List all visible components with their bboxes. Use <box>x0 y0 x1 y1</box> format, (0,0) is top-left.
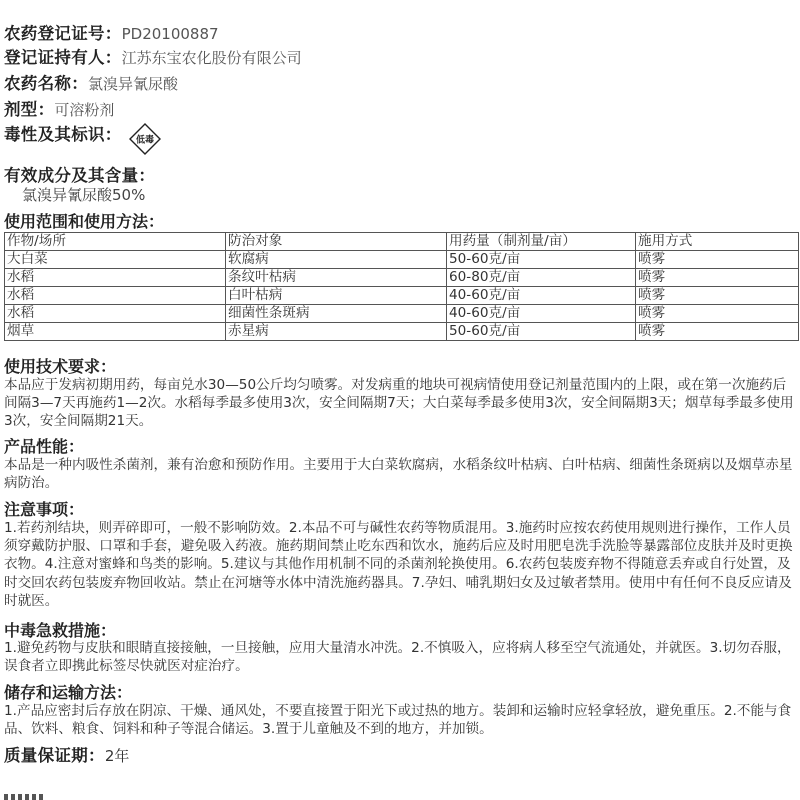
table-cell: 喷雾 <box>636 287 799 305</box>
technique-text: 本品应于发病初期用药，每亩兑水30—50公斤均匀喷雾。对发病重的地块可视病情使用登记剂量范围内的上限，或在第一次施药后间隔3—7天再施药1—2次。水稻每季最多使用3次，安全间隔期7天；大白菜每季最多使用3次，安全间隔期3天；烟草每季最多使用3次，安全间隔期21天。 <box>4 377 794 430</box>
technique-heading: 使用技术要求： <box>4 357 117 376</box>
toxicity-row <box>4 121 122 145</box>
table-cell: 喷雾 <box>636 269 799 287</box>
header-cell: 用药量（制剂量/亩） <box>447 233 636 251</box>
ingredient-row <box>4 162 155 186</box>
notes-heading: 注意事项： <box>4 500 85 519</box>
first-aid-heading: 中毒急救措施： <box>4 621 117 640</box>
reg-no-label: 农药登记证号： <box>4 24 122 43</box>
usage-heading: 使用范围和使用方法： <box>4 212 165 231</box>
table-cell: 40-60克/亩 <box>447 305 636 323</box>
table-cell: 50-60克/亩 <box>447 251 636 269</box>
table-cell: 软腐病 <box>226 251 447 269</box>
storage-text: 1.产品应密封后存放在阴凉、干燥、通风处，不要直接置于阳光下或过热的地方。装卸和运输时应轻拿轻放，避免重压。2.不能与食品、饮料、粮食、饲料和种子等混合储运。3.置于儿童触及不到的地方，并加锁。 <box>4 703 792 738</box>
table-cell: 60-80克/亩 <box>447 269 636 287</box>
table-row <box>5 323 799 341</box>
form-value: 可溶粉剂 <box>54 101 115 119</box>
table-cell: 水稻 <box>5 287 226 305</box>
performance-heading: 产品性能： <box>4 437 85 456</box>
usage-table-header <box>5 233 799 251</box>
storage-heading: 储存和运输方法： <box>4 683 133 702</box>
holder-row <box>4 44 302 68</box>
toxicity-label: 毒性及其标识： <box>4 125 122 144</box>
table-cell: 喷雾 <box>636 305 799 323</box>
table-row <box>5 305 799 323</box>
notes-text: 1.若药剂结块，则弄碎即可，一般不影响防效。2.本品不可与碱性农药等物质混用。3.施药时应按农药使用规则进行操作，工作人员须穿戴防护服、口罩和手套，避免吸入药液。施药期间禁止吃东西和饮水，施药后应及时用肥皂洗手洗脸等暴露部位皮肤并及时更换衣物。4.注意对蜜蜂和鸟类的影响。5.建议与其他作用机制不同的杀菌剂轮换使用。6.农药包装废弃物不得随意丢弃或自行处置，及时交回农药包装废弃物回收站。禁止在河塘等水体中清洗施药器具。7.孕妇、哺乳期妇女及过敏者禁用。使用中有任何不良反应请及时就医。 <box>4 520 793 609</box>
ingredient-value: 氯溴异氰尿酸50% <box>22 186 146 204</box>
low-toxicity-diamond-icon <box>129 123 161 155</box>
ingredient-label: 有效成分及其含量： <box>4 166 156 185</box>
table-cell: 喷雾 <box>636 251 799 269</box>
usage-table <box>4 232 799 341</box>
table-row <box>5 251 799 269</box>
shelf-life-value: 2年 <box>104 747 130 765</box>
toxicity-badge-text: 低毒 <box>135 135 155 146</box>
header-cell: 防治对象 <box>226 233 447 251</box>
performance-text: 本品是一种内吸性杀菌剂，兼有治愈和预防作用。主要用于大白菜软腐病，水稻条纹叶枯病、白叶枯病、细菌性条斑病以及烟草赤星病防治。 <box>4 457 793 492</box>
header-cell: 施用方式 <box>636 233 799 251</box>
name-row <box>4 70 178 94</box>
table-cell: 白叶枯病 <box>226 287 447 305</box>
table-cell: 喷雾 <box>636 323 799 341</box>
table-cell: 大白菜 <box>5 251 226 269</box>
holder-value: 江苏东宝农化股份有限公司 <box>121 49 302 67</box>
table-row <box>5 269 799 287</box>
reg-no-value: PD20100887 <box>121 25 219 43</box>
table-cell: 50-60克/亩 <box>447 323 636 341</box>
cut-off-text-fragment <box>4 794 44 800</box>
table-cell: 赤星病 <box>226 323 447 341</box>
shelf-life-label: 质量保证期： <box>4 746 105 765</box>
first-aid-text: 1.避免药物与皮肤和眼睛直接接触，一旦接触，应用大量清水冲洗。2.不慎吸入，应将病人移至空气流通处，并就医。3.切勿吞服，误食者立即携此标签尽快就医对症治疗。 <box>4 640 791 675</box>
holder-label: 登记证持有人： <box>4 48 122 67</box>
name-label: 农药名称： <box>4 74 88 93</box>
table-cell: 烟草 <box>5 323 226 341</box>
reg-no-row <box>4 20 219 44</box>
name-value: 氯溴异氰尿酸 <box>88 75 179 93</box>
table-cell: 条纹叶枯病 <box>226 269 447 287</box>
shelf-life-row <box>4 742 129 766</box>
table-cell: 细菌性条斑病 <box>226 305 447 323</box>
header-cell: 作物/场所 <box>5 233 226 251</box>
table-row <box>5 287 799 305</box>
table-cell: 水稻 <box>5 269 226 287</box>
table-cell: 40-60克/亩 <box>447 287 636 305</box>
form-row <box>4 96 114 120</box>
form-label: 剂型： <box>4 100 55 119</box>
table-cell: 水稻 <box>5 305 226 323</box>
